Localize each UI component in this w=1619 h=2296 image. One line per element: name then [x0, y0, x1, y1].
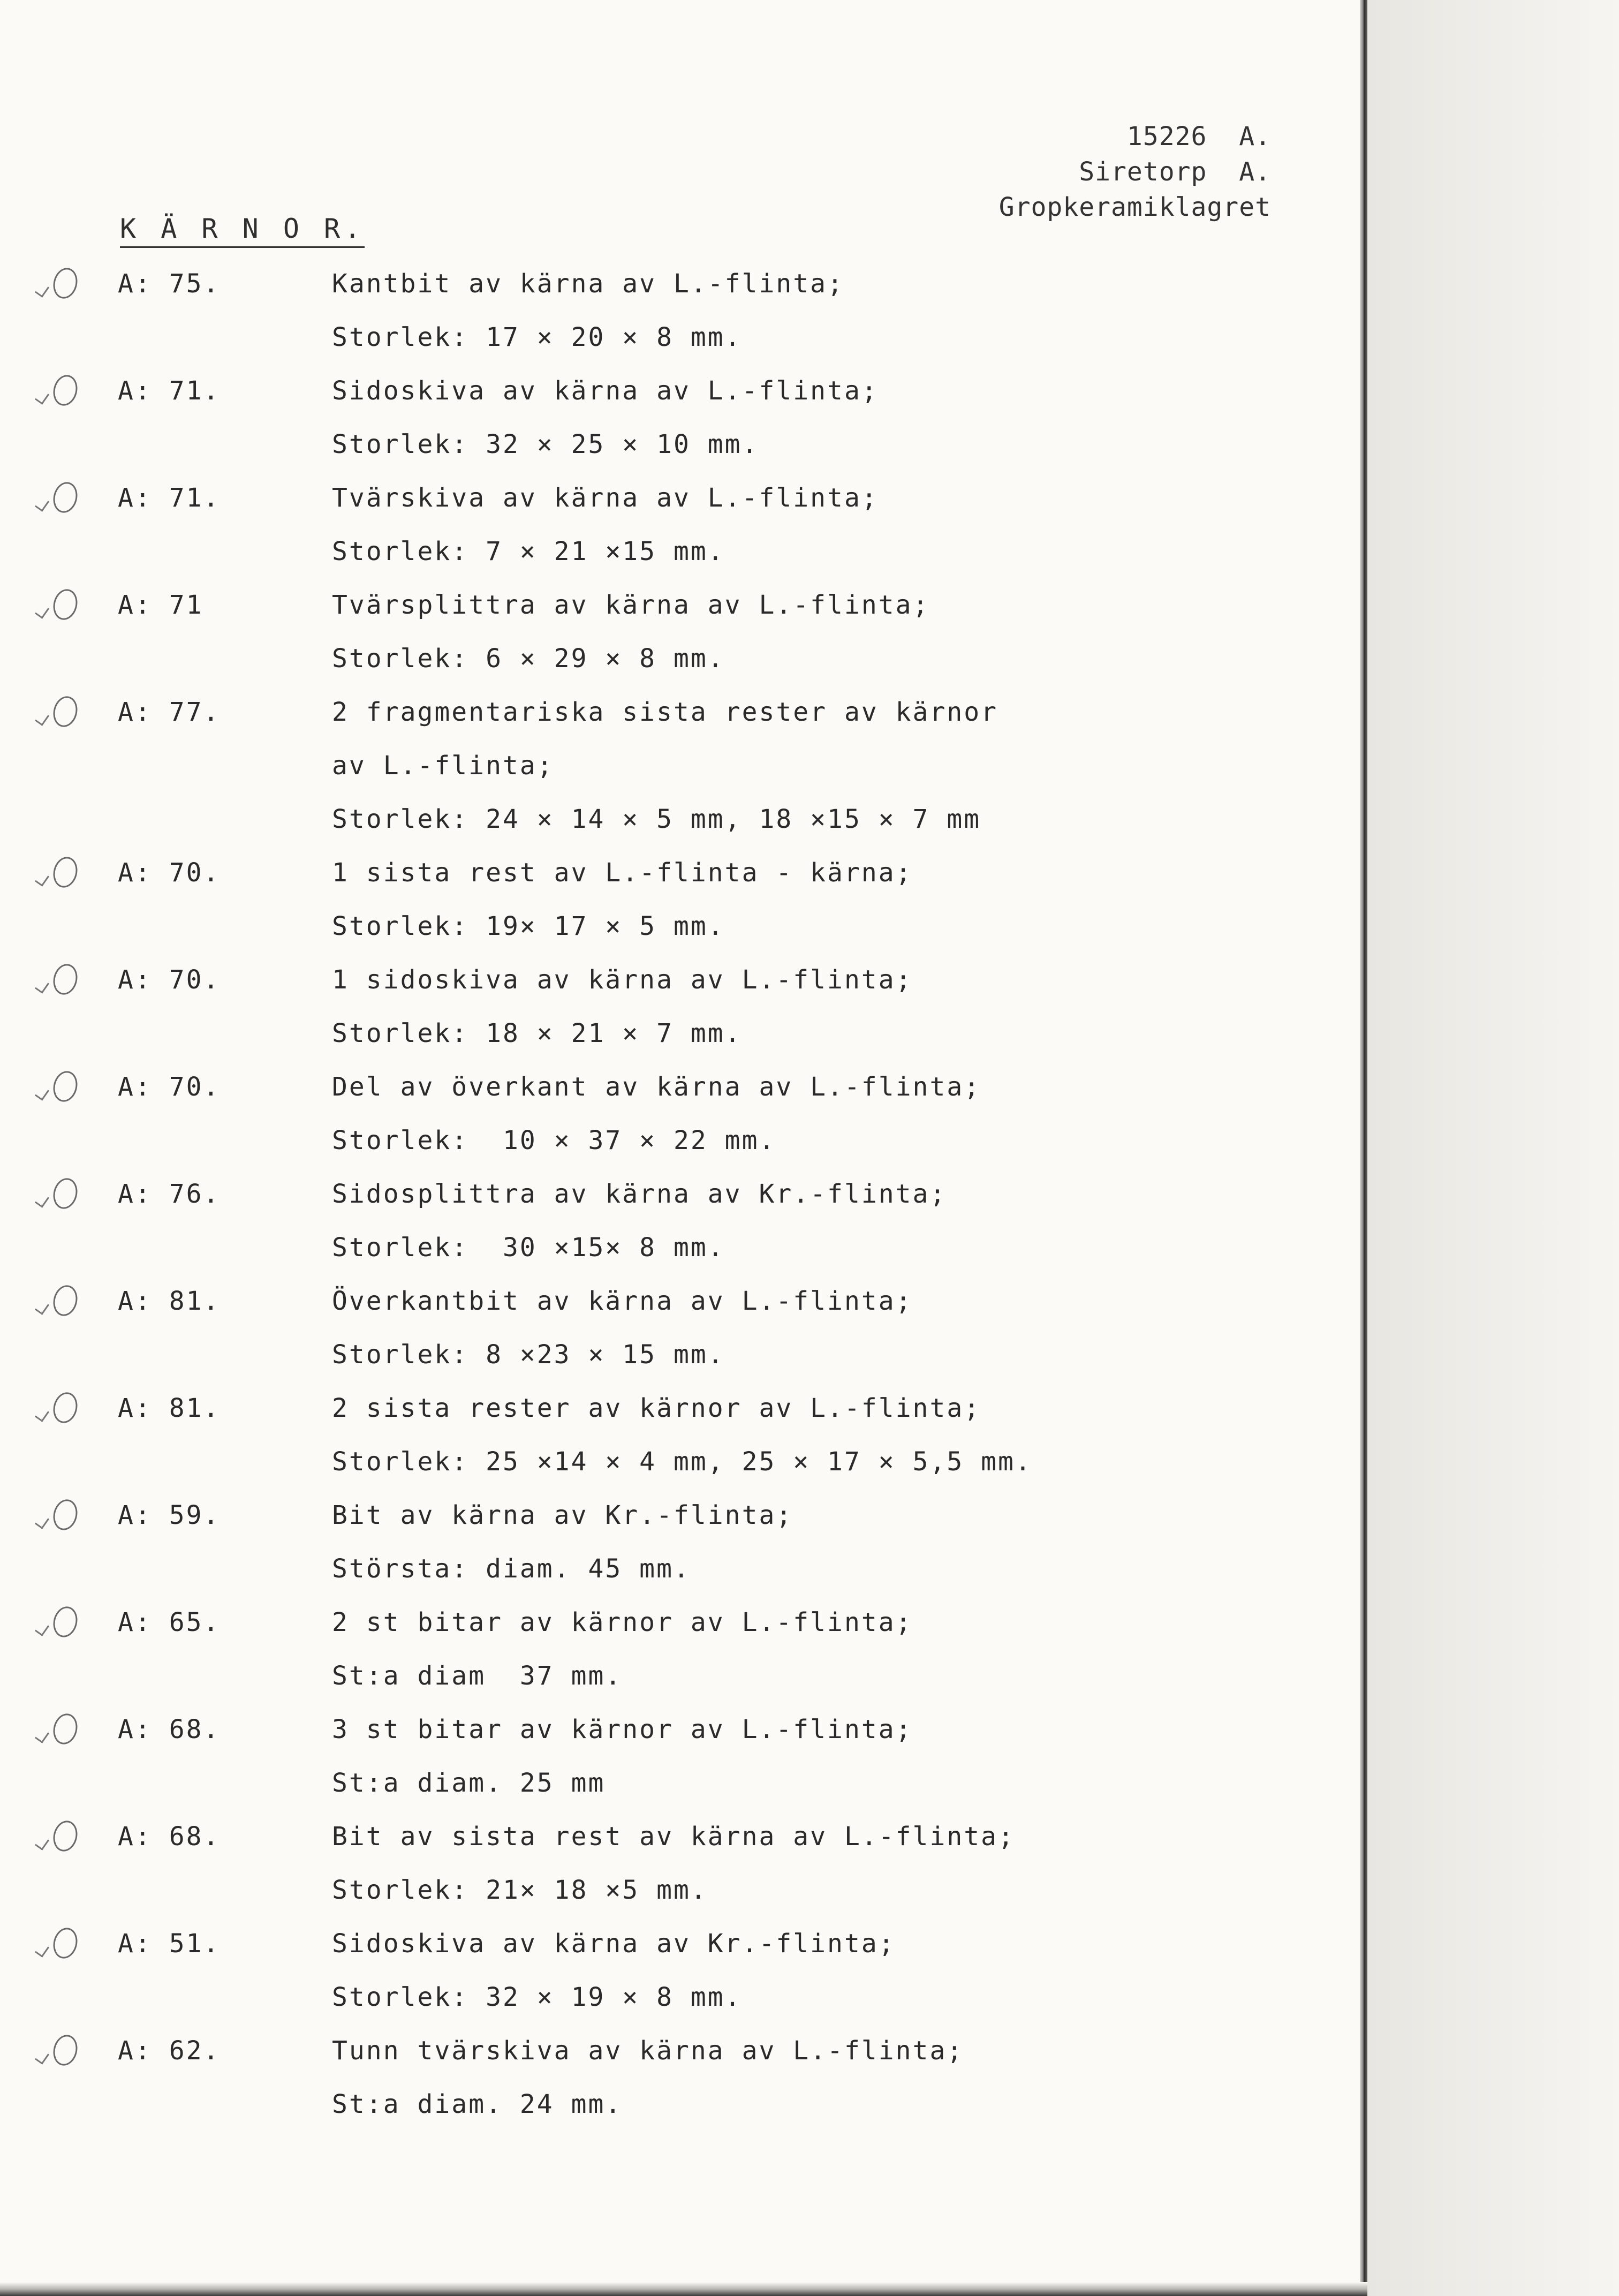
entry-description: 1 sista rest av L.-flinta - kärna; — [332, 858, 913, 888]
entry-detail: Storlek: 24 × 14 × 5 mm, 18 ×15 × 7 mm — [332, 804, 981, 834]
entry-detail: St:a diam 37 mm. — [332, 1661, 623, 1691]
entry-number: A: 68. — [118, 1822, 221, 1852]
entry-line — [0, 1071, 1285, 1124]
handwritten-circle-icon — [50, 266, 81, 301]
catalog-number: 15226 A. — [1126, 122, 1271, 152]
check-mark-icon — [35, 978, 49, 994]
check-mark-icon — [35, 1835, 49, 1851]
catalog-entry — [0, 1928, 1285, 2035]
entry-line — [0, 589, 1285, 643]
entry-detail: St:a diam. 24 mm. — [332, 2089, 623, 2119]
entry-line — [0, 1124, 1285, 1178]
catalog-entry — [0, 1499, 1285, 1606]
entry-line — [0, 535, 1285, 589]
entry-detail: Storlek: 8 ×23 × 15 mm. — [332, 1340, 725, 1370]
catalog-entry — [0, 1606, 1285, 1713]
catalog-entry — [0, 482, 1285, 589]
handwritten-circle-icon — [50, 1176, 81, 1212]
binder-margin — [1367, 0, 1619, 2296]
check-mark-icon — [35, 1192, 49, 1208]
check-mark-icon — [35, 1300, 49, 1315]
check-mark-icon — [35, 603, 49, 619]
entry-description: 3 st bitar av kärnor av L.-flinta; — [332, 1715, 913, 1744]
entry-line — [0, 910, 1285, 964]
entry-number: A: 70. — [118, 858, 221, 888]
page-edge — [1360, 0, 1367, 2296]
entry-number: A: 81. — [118, 1393, 221, 1423]
handwritten-circle-icon — [50, 1818, 81, 1854]
handwritten-circle-icon — [50, 1390, 81, 1426]
catalog-entry — [0, 1392, 1285, 1499]
entry-line — [0, 1767, 1285, 1821]
catalog-entry — [0, 1071, 1285, 1178]
layer-name: Gropkeramiklagret — [998, 192, 1271, 222]
entry-line — [0, 1446, 1285, 1499]
entry-line — [0, 1606, 1285, 1660]
handwritten-circle-icon — [50, 1711, 81, 1747]
handwritten-circle-icon — [50, 962, 81, 998]
handwritten-circle-icon — [50, 480, 81, 516]
catalog-entry — [0, 1178, 1285, 1285]
entry-line — [0, 1285, 1285, 1339]
entry-line — [0, 803, 1285, 857]
entry-description: Tvärsplittra av kärna av L.-flinta; — [332, 590, 930, 620]
check-mark-icon — [35, 1621, 49, 1636]
entry-description: Kantbit av kärna av L.-flinta; — [332, 269, 844, 299]
entry-number: A: 71. — [118, 483, 221, 513]
entry-detail: Storlek: 6 × 29 × 8 mm. — [332, 644, 725, 674]
entry-description: Del av överkant av kärna av L.-flinta; — [332, 1072, 981, 1102]
entry-detail: Storlek: 10 × 37 × 22 mm. — [332, 1126, 776, 1155]
entry-line — [0, 1178, 1285, 1232]
handwritten-circle-icon — [50, 373, 81, 409]
entry-description: Sidosplittra av kärna av Kr.-flinta; — [332, 1179, 947, 1209]
check-mark-icon — [35, 1728, 49, 1743]
entry-detail: Storlek: 25 ×14 × 4 mm, 25 × 17 × 5,5 mm. — [332, 1447, 1032, 1477]
catalog-entry — [0, 1285, 1285, 1392]
entry-description: Bit av kärna av Kr.-flinta; — [332, 1500, 793, 1530]
check-mark-icon — [35, 1514, 49, 1529]
entry-line — [0, 1232, 1285, 1285]
entry-detail: Storlek: 7 × 21 ×15 mm. — [332, 537, 725, 567]
handwritten-circle-icon — [50, 1497, 81, 1533]
catalog-entry — [0, 1713, 1285, 1821]
handwritten-circle-icon — [50, 1069, 81, 1105]
site-name: Siretorp A. — [1079, 157, 1271, 187]
entry-line — [0, 375, 1285, 428]
catalog-entry — [0, 375, 1285, 482]
section-title: K Ä R N O R. — [120, 213, 365, 248]
entry-number: A: 71. — [118, 376, 221, 406]
entry-line — [0, 1821, 1285, 1874]
entry-line — [0, 1392, 1285, 1446]
entry-number: A: 70. — [118, 1072, 221, 1102]
entry-description: Bit av sista rest av kärna av L.-flinta; — [332, 1822, 1015, 1852]
handwritten-circle-icon — [50, 1283, 81, 1319]
entry-line — [0, 1660, 1285, 1713]
entry-line — [0, 1713, 1285, 1767]
catalog-entry — [0, 2035, 1285, 2142]
entry-line — [0, 2035, 1285, 2088]
entry-description: Överkantbit av kärna av L.-flinta; — [332, 1286, 913, 1316]
entry-number: A: 81. — [118, 1286, 221, 1316]
entry-line — [0, 964, 1285, 1017]
handwritten-circle-icon — [50, 1925, 81, 1961]
entry-line — [0, 1874, 1285, 1928]
page-bottom-edge — [0, 2282, 1367, 2296]
entry-line — [0, 428, 1285, 482]
entry-detail: av L.-flinta; — [332, 751, 554, 781]
entry-description: 2 fragmentariska sista rester av kärnor — [332, 697, 998, 727]
entry-number: A: 76. — [118, 1179, 221, 1209]
entry-line — [0, 643, 1285, 696]
entry-description: 2 st bitar av kärnor av L.-flinta; — [332, 1607, 913, 1637]
entry-description: 2 sista rester av kärnor av L.-flinta; — [332, 1393, 981, 1423]
catalog-entry — [0, 964, 1285, 1071]
check-mark-icon — [35, 282, 49, 298]
entry-number: A: 51. — [118, 1929, 221, 1959]
entry-number: A: 77. — [118, 697, 221, 727]
entry-description: Sidoskiva av kärna av Kr.-flinta; — [332, 1929, 896, 1959]
entry-detail: Storlek: 32 × 19 × 8 mm. — [332, 1982, 742, 2012]
check-mark-icon — [35, 871, 49, 887]
entry-line — [0, 321, 1285, 375]
entry-description: 1 sidoskiva av kärna av L.-flinta; — [332, 965, 913, 995]
entry-line — [0, 696, 1285, 750]
entry-number: A: 65. — [118, 1607, 221, 1637]
entry-line — [0, 1499, 1285, 1553]
entry-line — [0, 482, 1285, 535]
catalog-entry — [0, 696, 1285, 857]
catalog-entry — [0, 857, 1285, 964]
entry-detail: Storlek: 18 × 21 × 7 mm. — [332, 1018, 742, 1048]
entry-number: A: 68. — [118, 1715, 221, 1744]
entry-detail: Storlek: 30 ×15× 8 mm. — [332, 1233, 725, 1263]
check-mark-icon — [35, 1085, 49, 1101]
entry-number: A: 71 — [118, 590, 203, 620]
entry-detail: Storlek: 17 × 20 × 8 mm. — [332, 322, 742, 352]
catalog-entry — [0, 589, 1285, 696]
entry-number: A: 75. — [118, 269, 221, 299]
entry-detail: Största: diam. 45 mm. — [332, 1554, 691, 1584]
entry-number: A: 59. — [118, 1500, 221, 1530]
entry-description: Sidoskiva av kärna av L.-flinta; — [332, 376, 879, 406]
catalog-entry — [0, 268, 1285, 375]
entry-number: A: 62. — [118, 2036, 221, 2066]
handwritten-circle-icon — [50, 2033, 81, 2068]
check-mark-icon — [35, 711, 49, 726]
entry-line — [0, 1339, 1285, 1392]
entry-line — [0, 750, 1285, 803]
entry-line — [0, 2088, 1285, 2142]
entry-line — [0, 1017, 1285, 1071]
check-mark-icon — [35, 1407, 49, 1422]
entry-number: A: 70. — [118, 965, 221, 995]
handwritten-circle-icon — [50, 855, 81, 890]
entry-description: Tunn tvärskiva av kärna av L.-flinta; — [332, 2036, 964, 2066]
entry-line — [0, 857, 1285, 910]
entry-description: Tvärskiva av kärna av L.-flinta; — [332, 483, 879, 513]
handwritten-circle-icon — [50, 587, 81, 623]
entry-line — [0, 1981, 1285, 2035]
entry-list — [0, 268, 1285, 2142]
check-mark-icon — [35, 2049, 49, 2065]
handwritten-circle-icon — [50, 1604, 81, 1640]
entry-detail: Storlek: 19× 17 × 5 mm. — [332, 911, 725, 941]
catalog-header — [999, 119, 1271, 225]
entry-detail: St:a diam. 25 mm — [332, 1768, 606, 1798]
handwritten-circle-icon — [50, 694, 81, 730]
check-mark-icon — [35, 389, 49, 405]
entry-detail: Storlek: 21× 18 ×5 mm. — [332, 1875, 708, 1905]
entry-line — [0, 1928, 1285, 1981]
entry-line — [0, 268, 1285, 321]
check-mark-icon — [35, 496, 49, 512]
catalog-entry — [0, 1821, 1285, 1928]
check-mark-icon — [35, 1942, 49, 1958]
entry-detail: Storlek: 32 × 25 × 10 mm. — [332, 429, 759, 459]
entry-line — [0, 1553, 1285, 1606]
